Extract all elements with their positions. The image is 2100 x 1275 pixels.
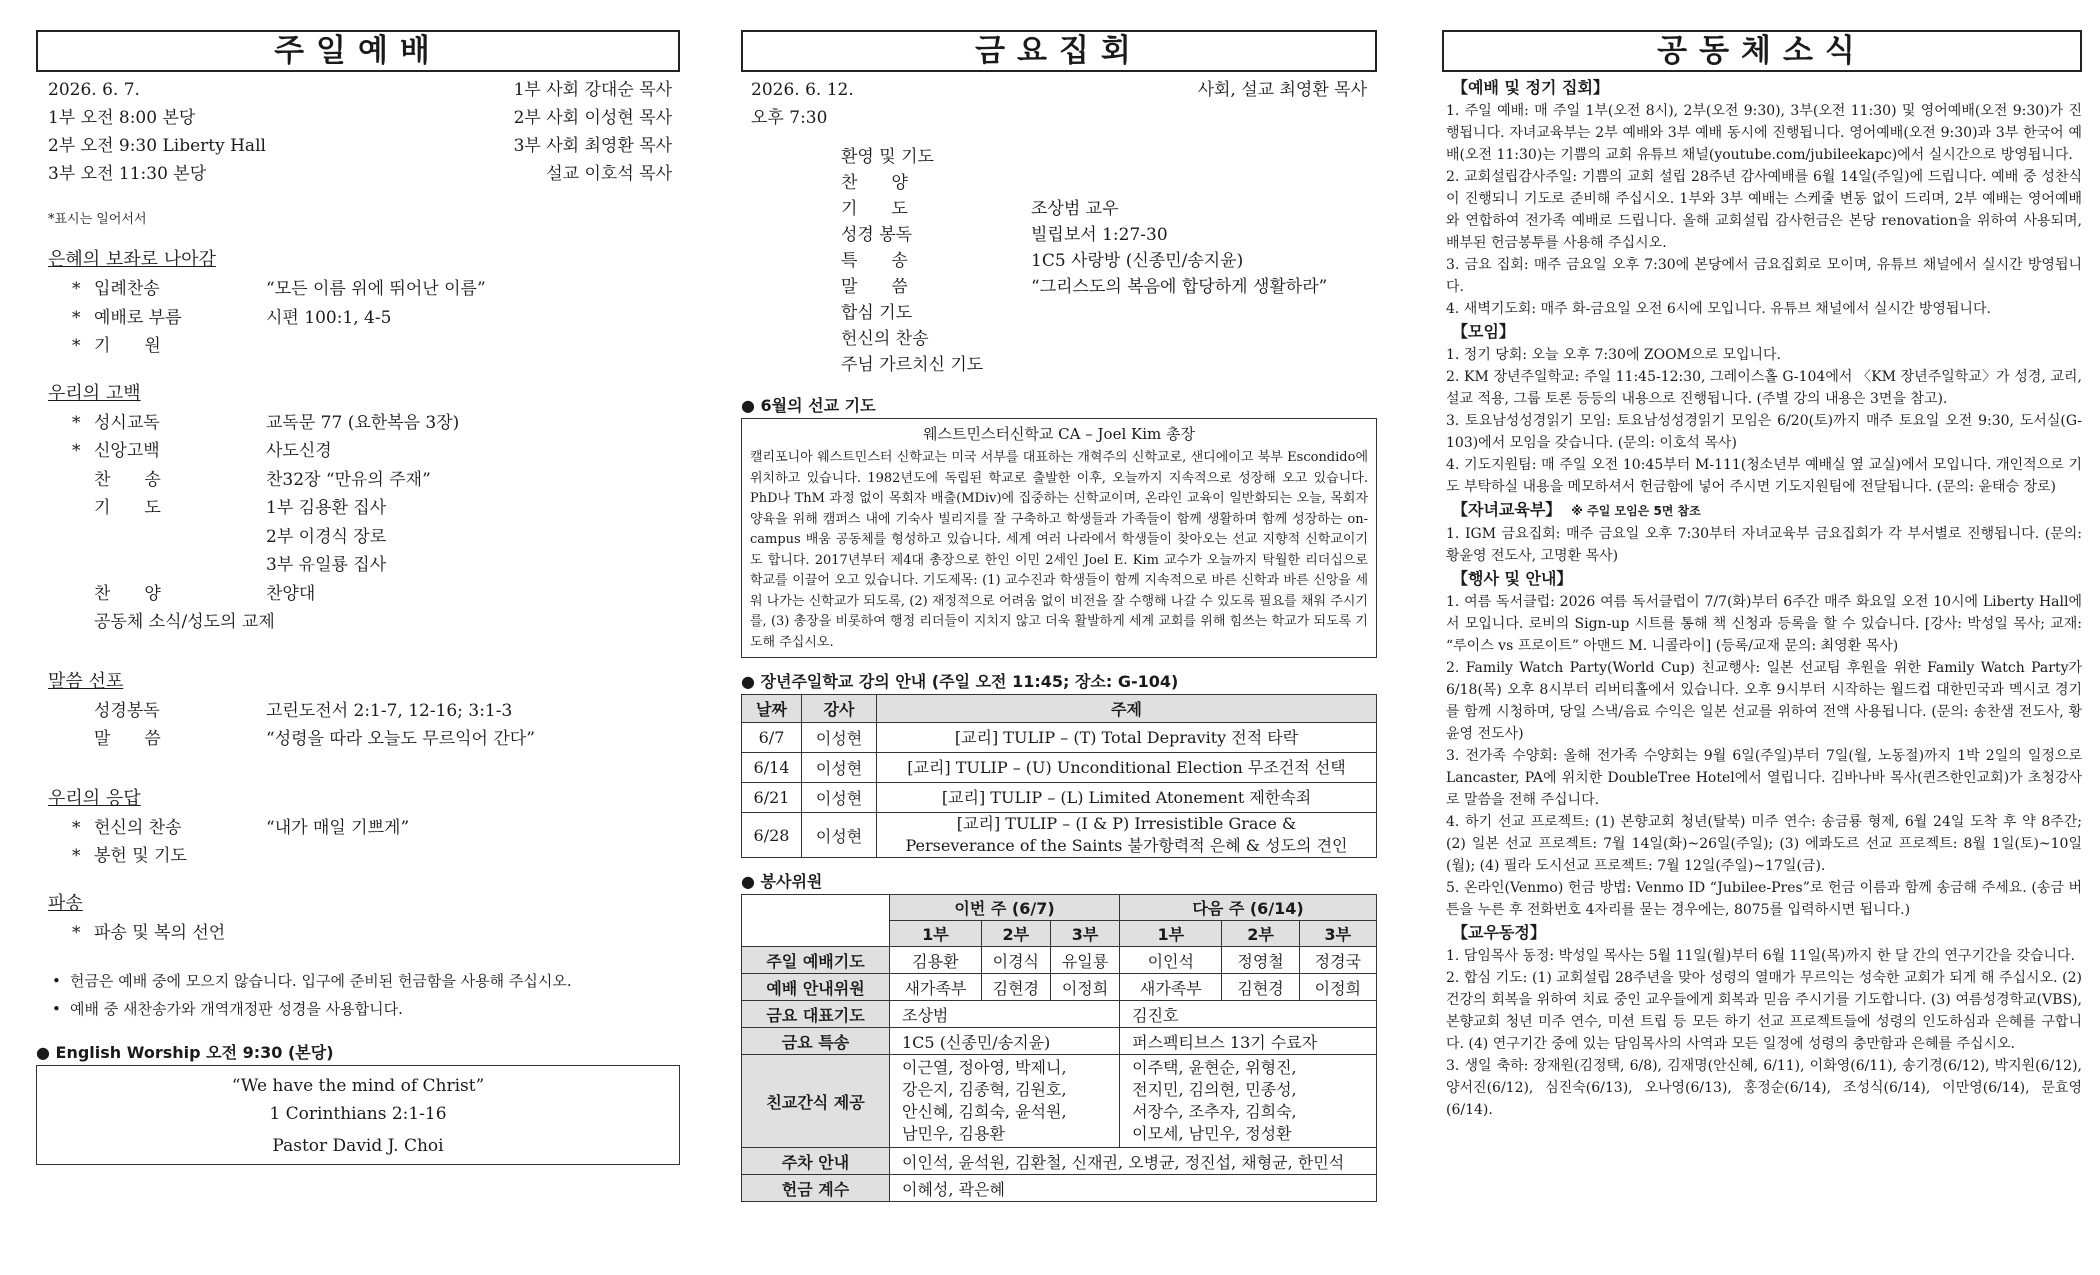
news-paragraph: 1. 여름 독서클럽: 2026 여름 독서클럽이 7/7(화)부터 6주간 매주 화요일 오전 10시에 Liberty Hall에서 모입니다. 로비의 Sign-up 시트를 통해 책 신청과 등록을 할 수 있습니다. [강사: 박성일 목사; 교재: “루이스 vs 프로이트” 아맨드 M. 니콜라이] (등록/교재 문의: 최영환 목사) [1446, 594, 2083, 654]
item-name [94, 523, 266, 552]
topic-line: [교리] TULIP – (I & P) Irresistible Grace & [956, 814, 1297, 833]
item-name: 공동체 소식/성도의 교제 [94, 612, 275, 632]
item-value [187, 842, 680, 871]
stand-marker: * [72, 336, 81, 356]
snack-label: 친교간식 제공 [742, 1055, 890, 1148]
prayer-label: 주일 예배기도 [742, 947, 890, 974]
section-heading: 말씀 선포 [48, 670, 124, 692]
worship-item [48, 919, 680, 948]
stand-marker: * [72, 307, 81, 328]
news-heading-text: 【교우동정】 [1452, 923, 1546, 942]
lecture-col-topic: 주제 [877, 695, 1377, 723]
news-heading-text: 【예배 및 정기 집회】 [1452, 78, 1609, 97]
item-name: 기 도 [841, 199, 908, 219]
friday-column [741, 30, 1377, 1202]
item-value: 1부 김용환 집사 [266, 498, 387, 518]
english-ref: 1 Corinthians 2:1-16 [269, 1104, 447, 1124]
news-paragraph: 4. 하기 선교 프로젝트: (1) 본향교회 청년(탈북) 미주 연수: 송금룡 형제, 6월 24일 도착 후 약 8주간; (2) 일본 선교 프로젝트: 7월 14일(화)~26일(주일); (3) 에콰도르 선교 프로젝트: 8월 1일(토)~10일(월); (4) 필라 도시선교 프로젝트: 7월 12일(주일)~17일(금). [1446, 814, 2082, 874]
prayer-value: 정경국 [1299, 947, 1376, 974]
usher-value: 새가족부 [890, 974, 982, 1001]
item-name: 성경 봉독 [841, 225, 913, 245]
news-column [1442, 30, 2082, 1121]
lecture-teacher: 이성현 [802, 813, 877, 858]
lecture-col-date: 날짜 [742, 695, 802, 723]
part-header: 1부 [1120, 921, 1222, 947]
friday-item [741, 326, 1377, 352]
stand-marker: * [72, 412, 81, 433]
item-value: 3부 유일룡 집사 [266, 555, 387, 575]
item-name: 헌신의 찬송 [841, 329, 929, 349]
news-heading-text: 【자녀교육부】 [1452, 500, 1562, 519]
lecture-heading: ● 장년주일학교 강의 안내 (주일 오전 11:45; 장소: G-104) [741, 672, 1179, 691]
section-heading: 우리의 응답 [48, 787, 141, 809]
friday-item [741, 170, 1377, 196]
stand-marker [72, 580, 94, 609]
item-name: 봉헌 및 기도 [94, 846, 187, 866]
topic-line: [교리] TULIP – (L) Limited Atonement 제한속죄 [941, 787, 1312, 807]
topic-line: [교리] TULIP – (T) Total Depravity 전적 타락 [954, 727, 1299, 747]
english-worship-heading: ● English Worship 오전 9:30 (본당) [36, 1043, 334, 1062]
stand-marker: * [72, 441, 81, 461]
part-header: 2부 [1222, 921, 1299, 947]
lecture-topic [877, 783, 1377, 813]
leader: 3부 사회 최영환 목사 [513, 136, 672, 156]
lecture-topic [877, 753, 1377, 783]
item-value: 찬32장 “만유의 주재” [266, 469, 431, 490]
mission-body: 캘리포니아 웨스트민스터 신학교는 미국 서부를 대표하는 개혁주의 신학교로, 샌디에이고 북부 Escondido에 위치하고 있습니다. 1982년도에 독립된 학교로 출발한 이후, 오늘까지 지속적으로 성장해 오고 있습니다. PhD나 ThM 과정 없이 목회자 배출(MDiv)에 집중하는 신학교이며, 온라인 교육이 일반화되는 오늘, 목회자 양육을 위해 캠퍼스 내에 기숙사 빌리지를 잘 구축하고 학생들과 가족들이 함께 생활하며 함께 성장하는 on-campus 배움 공동체를 형성하고 있습니다. 세계 여러 나라에서 학생들이 찾아오는 선교 지향적 신학교이기도 합니다. 2017년부터 제4대 총장으로 한인 이민 2세인 Joel E. Kim 교수가 오늘까지 탁월한 리더십으로 학교를 이끌어 오고 있습니다. 기도제목: (1) 교수진과 학생들이 함께 지속적으로 바른 신학과 바른 신앙을 세워 나가는 신학교가 되도록, (2) 재정적으로 어려움 없이 비전을 잘 수행해 나갈 수 있도록 필요를 채워 주시기를, (3) 총장을 비롯하여 행정 리더들이 지치지 않고 더욱 활발하게 세계 교회를 위해 힘쓰는 학교가 되도록 기도해 주십시오. [750, 450, 1368, 650]
worship-item [48, 580, 680, 609]
item-value [275, 608, 680, 637]
part-header: 3부 [1050, 921, 1119, 947]
stand-marker: * [72, 817, 81, 838]
order-of-worship [36, 245, 680, 947]
sunday-title: 주일예배 [36, 30, 680, 72]
news-section-heading [1446, 76, 2082, 100]
item-name: 말 씀 [841, 277, 908, 297]
usher-value: 김현경 [1222, 974, 1299, 1001]
topic-line: [교리] TULIP – (U) Unconditional Election 무조건적 선택 [907, 757, 1346, 777]
stand-marker: * [72, 279, 81, 299]
friday-item [741, 196, 1377, 222]
item-name: 예배로 부름 [94, 307, 182, 328]
worship-item [48, 551, 680, 580]
this-week-header: 이번 주 (6/7) [890, 895, 1120, 921]
stand-marker [72, 494, 94, 523]
usher-value: 이정희 [1050, 974, 1119, 1001]
snack-this: 이근열, 정아영, 박제니, 강은지, 김종혁, 김원호, 안신혜, 김희숙, 윤석원, 남민우, 김용환 [890, 1055, 1120, 1148]
friday-date: 2026. 6. 12. [751, 80, 854, 100]
item-name: 찬 양 [841, 173, 908, 193]
news-section-heading [1446, 498, 2082, 523]
sunday-times [36, 76, 266, 188]
prayer-value: 정영철 [1222, 947, 1299, 974]
friday-info [741, 76, 1377, 132]
english-quote: “We have the mind of Christ” [231, 1076, 485, 1096]
volunteer-table [741, 894, 1377, 1202]
news-paragraph: 1. IGM 금요집회: 매주 금요일 오후 7:30부터 자녀교육부 금요집회가 각 부서별로 진행됩니다. (문의: 황윤영 전도사, 고명환 목사) [1446, 526, 2082, 564]
news-paragraph: 3. 생일 축하: 장재원(김정택, 6/8), 김재명(안신혜, 6/11), 이화영(6/11), 송기경(6/12), 박지원(6/12), 양서진(6/12), 심진숙(6/13), 오나영(6/13), 홍정순(6/14), 조성식(6/14), 이만영(6/14), 문효영(6/14). [1446, 1058, 2082, 1118]
item-value: 찬양대 [266, 583, 316, 604]
leader: 1부 사회 강대순 목사 [513, 80, 672, 100]
volunteer-corner [742, 895, 890, 947]
item-name: 입례찬송 [94, 279, 160, 299]
snack-next: 이주택, 윤현순, 위형진, 전지민, 김의현, 민종성, 서장수, 조추자, 김희숙, 이모세, 남민우, 정성환 [1120, 1055, 1377, 1148]
sunday-leaders [514, 76, 680, 188]
friday-item [741, 352, 1377, 378]
worship-item [48, 409, 680, 438]
topic-line: Perseverance of the Saints 불가항력적 은혜 & 성도의 견인 [905, 836, 1348, 855]
stand-marker: * [72, 922, 81, 943]
news-section-heading [1446, 921, 2082, 945]
worship-item [48, 842, 680, 871]
stand-marker [72, 608, 94, 637]
stand-marker: * [72, 846, 81, 866]
worship-item [48, 466, 680, 495]
prayer-value: 이경식 [981, 947, 1050, 974]
stand-marker [72, 697, 94, 726]
item-value: “내가 매일 기쁘게” [266, 817, 410, 838]
part-header: 3부 [1299, 921, 1376, 947]
news-heading-sub: ※ 주일 모임은 5면 참조 [1571, 504, 1701, 518]
stand-note: *표시는 일어서서 [48, 212, 147, 227]
friday-time: 오후 7:30 [751, 108, 828, 128]
note-item: • 예배 중 새찬송가와 개역개정판 성경을 사용합니다. [52, 1000, 403, 1018]
item-name: 환영 및 기도 [841, 147, 934, 167]
item-name: 성경봉독 [94, 700, 160, 721]
stand-marker [72, 551, 94, 580]
item-value: “성령을 따라 오늘도 무르익어 간다” [266, 729, 535, 749]
service-time: 3부 오전 11:30 본당 [48, 164, 207, 184]
news-paragraph: 1. 정기 당회: 오늘 오후 7:30에 ZOOM으로 모입니다. [1446, 347, 1781, 363]
item-value: 사도신경 [266, 441, 332, 461]
news-paragraph: 3. 토요남성성경읽기 모임: 토요남성성경읽기 모임은 6/20(토)까지 매주 토요일 오전 9:30, 도서실(G-103)에서 모임을 갖습니다. (문의: 이호석 목사) [1446, 413, 2082, 451]
item-name: 찬 양 [94, 583, 161, 604]
news-paragraph: 4. 기도지원팀: 매 주일 오전 10:45부터 M-111(청소년부 예배실 옆 교실)에서 모입니다. 개인적으로 기도 부탁하실 내용을 메모하셔서 헌금함에 넣어 주시면 기도지원팀에 전달됩니다. (문의: 윤태승 장로) [1446, 457, 2082, 495]
service-time: 2부 오전 9:30 Liberty Hall [48, 136, 266, 156]
volunteer-heading: ● 봉사위원 [741, 872, 823, 891]
mission-subtitle: 웨스트민스터신학교 CA – Joel Kim 총장 [923, 425, 1195, 443]
news-paragraph: 1. 담임목사 동정: 박성일 목사는 5월 11일(월)부터 6월 11일(목)까지 한 달 간의 연구기간을 갖습니다. [1446, 948, 2076, 964]
sunday-date: 2026. 6. 7. [48, 80, 140, 100]
table-row [742, 974, 1377, 1001]
item-name: 찬 송 [94, 469, 161, 490]
item-value: 2부 이경식 장로 [266, 526, 387, 547]
item-value [161, 332, 680, 361]
fri-prayer-this: 조상범 [890, 1001, 1120, 1028]
item-value: 교독문 77 (요한복음 3장) [266, 412, 460, 433]
part-header: 1부 [890, 921, 982, 947]
mission-heading: ● 6월의 선교 기도 [741, 396, 876, 415]
item-name [94, 551, 266, 580]
worship-item [48, 275, 680, 304]
worship-item [48, 437, 680, 466]
stand-marker [72, 725, 94, 754]
leader: 설교 이호석 목사 [546, 164, 672, 184]
news-heading-text: 【모임】 [1452, 322, 1515, 341]
table-row [742, 723, 1377, 753]
item-value: 빌립보서 1:27-30 [1031, 225, 1168, 245]
english-worship-box [36, 1065, 680, 1165]
worship-item [48, 523, 680, 552]
news-paragraph: 3. 전가족 수양회: 올해 전가족 수양회는 9월 6일(주일)부터 7일(월, 노동절)까지 1박 2일의 일정으로 Lancaster, PA에 위치한 DoubleTree Hotel에서 열립니다. 김바나바 목사(퀸즈한인교회)가 초청강사로 말씀을 전해 주십니다. [1446, 748, 2082, 808]
table-row [742, 753, 1377, 783]
lecture-date: 6/7 [742, 723, 802, 753]
part-header: 2부 [981, 921, 1050, 947]
item-name: 기 원 [94, 336, 161, 356]
table-row [742, 783, 1377, 813]
prayer-value: 김용환 [890, 947, 982, 974]
item-value: “그리스도의 복음에 합당하게 생활하라” [1031, 277, 1328, 297]
worship-item [48, 697, 680, 726]
worship-item [48, 814, 680, 843]
news-title: 공동체소식 [1442, 30, 2082, 72]
news-paragraph: 2. Family Watch Party(World Cup) 친교행사: 일본 선교팀 후원을 위한 Family Watch Party가 6/18(목) 오후 8시부터 리버티홀에서 있습니다. 오후 9시부터 시작하는 월드컵 대한민국과 멕시코 경기를 함께 시청하며, 당일 스낵/음료 수익은 일본 선교를 위하여 전액 사용됩니다. (문의: 송찬샘 전도사, 황윤영 전도사) [1446, 660, 2082, 742]
item-name: 합심 기도 [841, 303, 913, 323]
sunday-worship-column [36, 30, 680, 1165]
lecture-date: 6/14 [742, 753, 802, 783]
fri-prayer-next: 김진호 [1120, 1001, 1377, 1028]
item-name: 말 씀 [94, 729, 161, 749]
news-paragraph: 2. 교회설립감사주일: 기쁨의 교회 설립 28주년 감사예배를 6월 14일(주일)에 드립니다. 예배 중 성찬식이 진행되니 기도로 준비해 주십시오. 1부와 3부 예배는 스케줄 변동 없이 드리며, 2부 예배는 영어예배와 연합하여 전가족 예배로 드립니다. 올해 교회설립 감사헌금은 본당 renovation을 위하여 사용되며, 배부된 헌금봉투를 사용해 주십시오. [1446, 169, 2082, 251]
item-name: 주님 가르치신 기도 [841, 355, 984, 375]
friday-order [741, 144, 1377, 378]
lecture-date: 6/21 [742, 783, 802, 813]
mission-box [741, 418, 1377, 658]
news-heading-text: 【행사 및 안내】 [1452, 569, 1573, 588]
fri-song-next: 퍼스펙티브스 13기 수료자 [1120, 1028, 1377, 1055]
item-value: 조상범 교우 [1031, 199, 1119, 219]
friday-item [741, 222, 1377, 248]
news-paragraph: 3. 금요 집회: 매주 금요일 오후 7:30에 본당에서 금요집회로 모이며, 유튜브 채널에서 실시간 방영됩니다. [1446, 257, 2082, 295]
english-pastor: Pastor David J. Choi [272, 1136, 444, 1156]
prayer-value: 유일룡 [1050, 947, 1119, 974]
fri-song-label: 금요 특송 [742, 1028, 890, 1055]
lecture-table [741, 694, 1377, 858]
table-row [742, 947, 1377, 974]
item-name: 헌신의 찬송 [94, 817, 182, 838]
lecture-teacher: 이성현 [802, 753, 877, 783]
worship-item [48, 304, 680, 333]
lecture-topic [877, 723, 1377, 753]
news-paragraph: 2. KM 장년주일학교: 주일 11:45-12:30, 그레이스홀 G-104에서 〈KM 장년주일학교〉가 성경, 교리, 설교 적용, 그룹 토론 등등의 내용으로 진행됩니다. (주별 강의 내용은 3면을 참고). [1446, 369, 2082, 407]
lecture-topic [877, 813, 1377, 858]
news-paragraph: 4. 새벽기도회: 매주 화-금요일 오전 6시에 모입니다. 유튜브 채널에서 실시간 방영됩니다. [1446, 301, 1991, 317]
fri-prayer-label: 금요 대표기도 [742, 1001, 890, 1028]
table-row [742, 813, 1377, 858]
item-value: 시편 100:1, 4-5 [266, 307, 392, 328]
usher-value: 김현경 [981, 974, 1050, 1001]
news-paragraph: 2. 합심 기도: (1) 교회설립 28주년을 맞아 성령의 열매가 무르익는 성숙한 교회가 되게 해 주십시오. (2) 건강의 회복을 위하여 치료 중인 교우들에게 회복과 믿음 주시기를 기도합니다. (3) 여름성경학교(VBS), 본향교회 청년 미주 연수, 미션 트립 등 모든 하기 선교 프로젝트들에 성령의 인도하심과 은혜를 구합니다. (4) 연구기간 중에 있는 담임목사의 사역과 모든 일정에 성령의 충만함과 은혜를 주십시오. [1446, 970, 2082, 1052]
friday-title: 금요집회 [741, 30, 1377, 72]
lecture-teacher: 이성현 [802, 783, 877, 813]
lecture-col-teacher: 강사 [802, 695, 877, 723]
usher-value: 새가족부 [1120, 974, 1222, 1001]
offering-value: 이혜성, 곽은혜 [890, 1175, 1377, 1202]
item-value: 1C5 사랑방 (신종민/송지윤) [1031, 251, 1244, 271]
item-name: 파송 및 복의 선언 [94, 922, 226, 943]
usher-label: 예배 안내위원 [742, 974, 890, 1001]
news-section-heading [1446, 320, 2082, 344]
worship-item [48, 725, 680, 754]
offering-label: 헌금 계수 [742, 1175, 890, 1202]
news-body [1442, 76, 2082, 1121]
lecture-teacher: 이성현 [802, 723, 877, 753]
friday-item [741, 300, 1377, 326]
next-week-header: 다음 주 (6/14) [1120, 895, 1377, 921]
section-heading: 파송 [48, 892, 83, 914]
section-heading: 은혜의 보좌로 나아감 [48, 249, 216, 270]
news-section-heading [1446, 567, 2082, 591]
sunday-info [36, 76, 680, 188]
usher-value: 이정희 [1299, 974, 1376, 1001]
friday-item [741, 274, 1377, 300]
note-item: • 헌금은 예배 중에 모으지 않습니다. 입구에 준비된 헌금함을 사용해 주십시오. [52, 972, 572, 990]
prayer-value: 이인석 [1120, 947, 1222, 974]
friday-item [741, 144, 1377, 170]
item-value: 고린도전서 2:1-7, 12-16; 3:1-3 [266, 700, 513, 721]
item-value: “모든 이름 위에 뛰어난 이름” [266, 279, 486, 299]
section-heading: 우리의 고백 [48, 382, 141, 404]
item-name: 신앙고백 [94, 441, 160, 461]
leader: 2부 사회 이성현 목사 [513, 108, 672, 128]
item-value [225, 919, 680, 948]
lecture-date: 6/28 [742, 813, 802, 858]
worship-item [48, 608, 680, 637]
service-time: 1부 오전 8:00 본당 [48, 108, 196, 128]
item-name: 성시교독 [94, 412, 160, 433]
stand-marker [72, 466, 94, 495]
worship-item [48, 332, 680, 361]
parking-label: 주차 안내 [742, 1148, 890, 1175]
friday-leader: 사회, 설교 최영환 목사 [1197, 80, 1367, 100]
sunday-notes [36, 967, 680, 1023]
parking-value: 이인석, 윤석원, 김환철, 신재권, 오병균, 정진섭, 채형균, 한민석 [890, 1148, 1377, 1175]
stand-marker [72, 523, 94, 552]
item-name: 기 도 [94, 498, 161, 518]
friday-item [741, 248, 1377, 274]
news-paragraph: 5. 온라인(Venmo) 헌금 방법: Venmo ID “Jubilee-Pres”로 헌금 이름과 함께 송금해 주세요. (송금 버튼을 누른 후 전화번호 4자리를 묻는 경우에는, 8075를 입력하시면 됩니다.) [1446, 880, 2082, 918]
fri-song-this: 1C5 (신종민/송지윤) [890, 1028, 1120, 1055]
worship-item [48, 494, 680, 523]
news-paragraph: 1. 주일 예배: 매 주일 1부(오전 8시), 2부(오전 9:30), 3부(오전 11:30) 및 영어예배(오전 9:30)가 진행됩니다. 자녀교육부는 2부 예배와 3부 예배 동시에 진행됩니다. 영어예배(오전 9:30)과 3부 한국어 예배(오전 11:30)는 기쁨의 교회 유튜브 채널(youtube.com/jubileekapc)에서 실시간으로 방영됩니다. [1446, 103, 2082, 163]
item-name: 특 송 [841, 251, 908, 271]
